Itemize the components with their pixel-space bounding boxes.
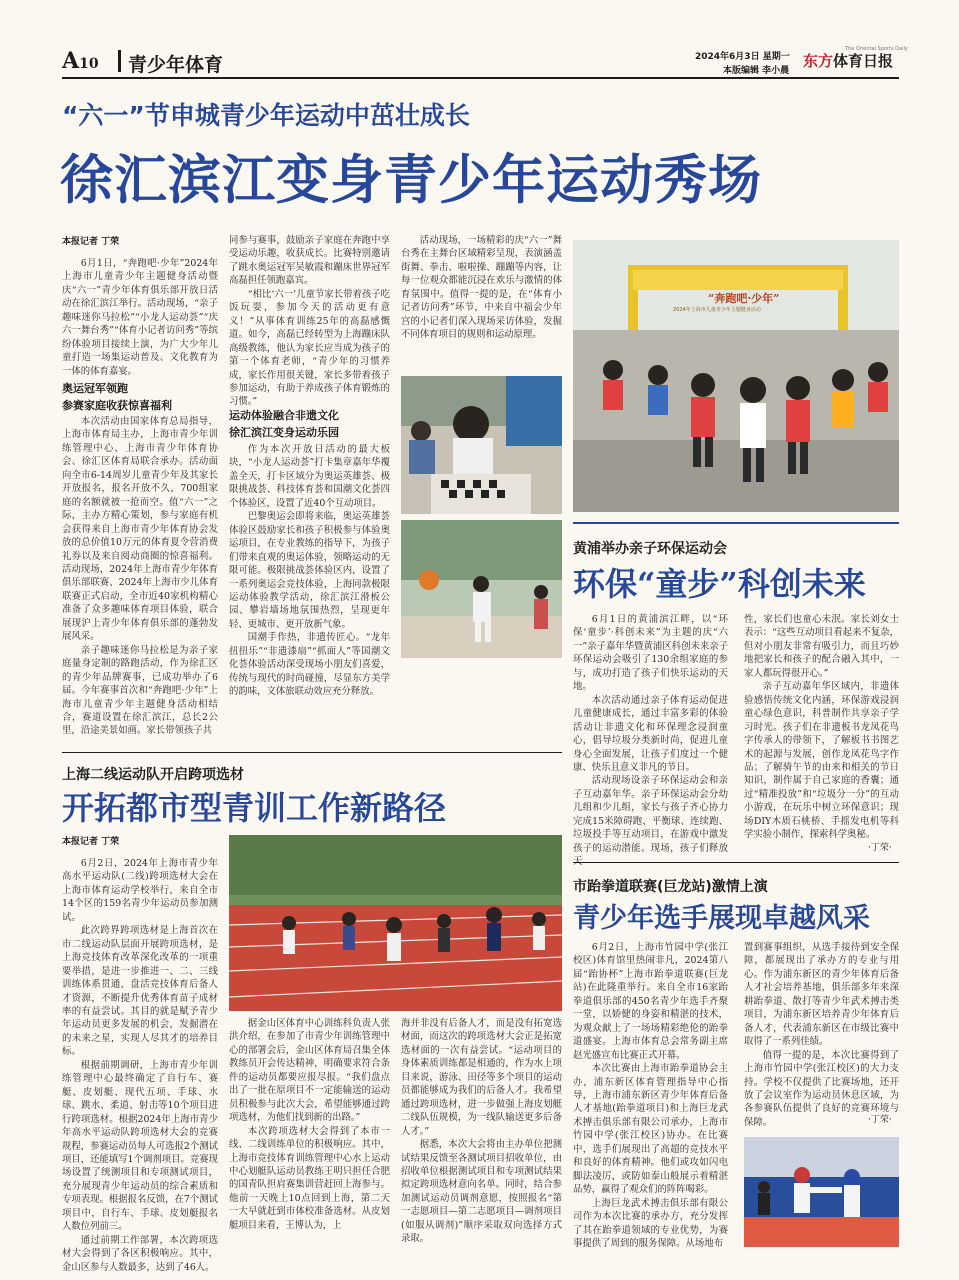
lead-headline: 徐汇滨江变身青少年运动秀场 (60, 149, 762, 211)
huangpu-column-2: 性，家长们也童心未泯。家长刘女士表示：“这些互动项目看起来不复杂，但对小朋友非常有吸引力，而且巧妙地把家长和孩子的配合融入其中，一家人都玩得很开心。” 亲子互动嘉年华区域内，非遗体验感悟传统文化内涵，环保游戏浸润童心绿色意识，科普制作共享亲子学习时光。孩子们在非遗板书龙凤花鸟字传承人的带领下，了解板书书图艺术的起源与发展，创作龙凤花鸟字作品；了解骑午节的由来和相关的节日知识，制作属于自己家庭的香囊；通过“精准投放”和“垃圾分一分”的互动小游戏，在玩乐中树立环保意识；现场DIY木质石桃桥、手摇发电机等科学实验小制作，探索科学奥秘。 (744, 614, 899, 841)
lead-subhead-2: 运动体验融合非遗文化 徐汇滨江变身运动乐园 (229, 409, 339, 439)
page-editor: 本版编辑 李小晨 (723, 66, 790, 76)
taekwondo-rule (573, 862, 899, 863)
erxian-rule (62, 752, 562, 753)
logo-english: The Oriental Sports Daily (845, 46, 908, 52)
lead-column-3: 活动现场，一场精彩的庆“六一”舞台秀在主舞台区域精彩呈现，表演涵盖街舞、拳击、啦啦操、蹦蹦等内容，让每一位观众都能沉浸在欢乐与激情的体育氛围中。值得一提的是，在“体育小记者访问秀”环节，中来自中福会少年宫的小记者们深入现场采访体验，发掘不同体育项目的规则和运动原理。 (401, 235, 562, 341)
lead-column-2b: 作为本次开放日活动的最大板块，“小龙人运动荟”打卡集章嘉年华覆盖全天，打卡区域分为奥运英雄荟、极限挑战荟、科技体育荟和国潮文化荟四个体验区，设置了近40个互动项目。 巴黎奥运会即将来临，奥运英雄荟体验区鼓励家长和孩子积极参与体验奥运项目，在专业教练的指导下，为孩子们带来直观的奥运体验，领略运动的无限可能。极限挑战荟体验区内，设置了一系列奥运会竞技体验，上海同款极限运动体验教学活动，徐汇滨江滑板公园、攀岩墙场地氛围热烈，呈现更年轻、更城市、更开放新气象。 国潮手作热，非遗传匠心。“龙年扭扭乐”“非遗漆扇”“抓面人”等国潮文化荟体验活动深受现场小朋友们喜爱，传统与现代的时尚碰撞，尽显东方美学的韵味，文体旅联动效应充分释放。 (229, 444, 390, 698)
erxian-column-1: 6月2日，2024年上海市青少年高水平运动队(二线)跨项选材大会在上海市体育运动学校举行，来自全市14个区的159名青少年运动员参加测试。 此次跨界跨项选材是上海首次在市二线运动队层面开展跨项选材，是上海竞技体育改革深化改革的一项重要举措，是进一步推进一、二、三线训练体系贯通，盘活竞技体育后备人才资源，不断提升优秀体育苗子成材率的有益尝试。其目的就是赋予青少年运动员更多发展的机会，发掘潜在的未来之星，实现人尽其才的培养目标。 根据前期调研，上海市青少年训练管理中心最终确定了自行车、赛艇、皮划艇、现代五项、手球、水球、跳水、柔道、射击等10个项目进行跨项选材。根据2024年上海市青少年高水平运动队跨项选材大会的竞赛规程，参赛运动员每人可选报2个测试项目，还能填写1个调剂项目。竞赛现场设置了统测项目和专项测试项目，充分展现青少年运动员的综合素质和专项表现。根据报名反馈，在7个测试项目中，自行车、手球、皮划艇报名人数位列前三。 通过前期工作部署，本次跨项选材大会得到了各区积极响应。其中，金山区参与人数最多，达到了46人。 (62, 858, 218, 1273)
taekwondo-photo (744, 1137, 899, 1247)
erxian-column-3: 海并非没有后备人才，而是没有拓宽选材面，而这次的跨项选材大会正是拓宽选材面的一次有益尝试。“运动项目的身体素质训练都是相通的，作为水上项目来说，游泳、田径等多个项目的运动员都能够成为我们的后备人才。我希望通过跨项选材，进一步做强上海皮划艇二线队伍规模，为一线队输送更多后备人才。” 据悉，本次大会将由主办单位把测试结果反馈至各测试项目招收单位，由招收单位根据测试项目和专项测试结果拟定跨项选材意向名单。同时，结合参加测试运动员调剂意愿，按照报名“第一志愿项目—第二志愿项目—调剂项目(如服从调剂)”顺序采取双向选择方式录取。 (401, 1018, 562, 1245)
erxian-column-2: 据金山区体育中心训练科负责人张洪介绍，在参加了市青少年训练管理中心的部署会后，金山区体育局召集全体教练员开会传达精神，明确要求符合条件的运动员都要应报尽报。“我们盘点出了一批在原项目不一定能输送的运动员积极参与此次大会，希望能够通过跨项选材，为他们找到新的出路。” 本次跨项选材大会得到了本市一线、二线训练单位的积极响应。其中，上海市竞技体育训练管理中心水上运动中心划艇队运动员教练王明只担任合肥的国青队担肩赛集训营赶回上海参与。他前一天晚上10点回到上海，第二天一大早就赶到市体校准备选材。从皮划艇项目来看，王博认为，上 (229, 1018, 390, 1231)
taekwondo-column-1: 6月2日，上海市竹园中学(张江校区)体育馆里热闹非凡，2024第八届“跆协杯”上海市跆拳道联赛(巨龙站)在此隆重举行。来自全市16家跆拳道俱乐部的450名青少年选手齐聚一堂，以娇健的身姿和精湛的技术，为观众献上了一场场精彩绝伦的跆拳道盛宴。上海市体育总会常务副主席赵光盛宣布比赛正式开幕。 本次比赛由上海市跆拳道协会主办，浦东新区体育管理指导中心指导，上海市浦东新区青少年体育后备人才基地(跆拳道项目)和上海巨龙武术搏击俱乐部有限公司承办，上海市竹园中学(张江校区)协办。在比赛中，选手们展现出了高超的竞技水平和良好的体育精神。他们或攻如闪电脚法凌厉，或防如泰山般展示着精湛品势，赢得了观众们的阵阵喝彩。 上海巨龙武术搏击俱乐部有限公司作为本次比赛的承办方，充分发挥了其在跆拳道领域的专业优势，为赛事提供了周到的服务保障。从场地布 (573, 942, 728, 1249)
lead-byline: 本报记者 丁荣 (62, 237, 120, 247)
banner-subtext: 2024年上海市儿童青少年主题健身活动 (673, 307, 761, 313)
newspaper-logo: 东方体育日报 (803, 52, 894, 70)
basketball-photo (401, 520, 562, 658)
lead-subhead-1: 奥运冠军领跑 参赛家庭收获惊喜福利 (62, 382, 172, 412)
taekwondo-headline: 青少年选手展现卓越风采 (573, 903, 870, 934)
huangpu-column-1: 6月1日的黄浦滨江畔，以“环保‘童步’·科创未来”为主题的庆“六一”亲子嘉年华暨黄浦区科创未来亲子环保运动会吸引了130余组家庭的参与，成功打造了孩子们快乐运动的天地。 本次活动通过亲子体育运动促进儿童健康成长，通过丰富多彩的体验活动让非遗文化和环保理念浸润童心，倡导垃圾分类新时尚，促进儿童身心全面发展，让孩子们度过一个健康、快乐且意义非凡的节日。 活动现场设亲子环保运动会和亲子互动嘉年华。亲子环保运动会分幼儿组和少儿组，家长与孩子齐心协力完成15米障碍跑、平衡球、连续跑、垃圾投手等互动项目，在游戏中激发孩子的运动潜能。现场，孩子们释放天 (573, 614, 728, 868)
erxian-headline: 开拓都市型青训工作新路径 (62, 789, 447, 827)
section-title: 青少年体育 (128, 54, 224, 76)
taekwondo-signoff: ·丁荣· (868, 1115, 892, 1125)
huangpu-kicker: 黄浦举办亲子环保运动会 (573, 541, 727, 557)
taekwondo-column-2: 置到赛事组织，从选手接待到安全保障，都展现出了承办方的专业与用心。作为浦东新区的青少年体育后备人才社会培养基地，俱乐部多年来深耕跆拳道、散打等青少年武术搏击类项目，为浦东新区培养青少年体育后备人才，代表浦东新区在市级比赛中取得了一系列佳绩。 值得一提的是，本次比赛得到了上海市竹园中学(张江校区)的大力支持。学校不仅提供了比赛场地，还开放了会议室作为运动员休息区域，为各参赛队伍提供了良好的竞赛环境与保障。 (744, 942, 899, 1128)
header-divider (118, 50, 121, 72)
header-rule (62, 77, 899, 79)
lead-column-1: 6月1日，“奔跑吧·少年”2024年上海市儿童青少年主题健身活动暨庆“六一”青少年体育俱乐部开放日活动在徐汇滨江举行。活动现场，“亲子趣味迷你马拉松”“小龙人运动荟”“庆六一舞台秀”“体育小记者访问秀”等缤纷体验项目接续上演，为广大少年儿童打造一场集运动普及、文化教育为一体的体育嘉宴。 (62, 258, 218, 377)
huangpu-headline: 环保“童步”科创未来 (573, 565, 866, 603)
chess-photo (401, 376, 562, 514)
mini-marathon-photo (573, 240, 899, 512)
banner-text: “奔跑吧·少年” (708, 292, 780, 305)
lead-column-1b: 本次活动由国家体育总局指导，上海市体育局主办，上海市青少年训练管理中心、上海市青少年体育协会、徐汇区体育局联合承办。活动面向全市6-14周岁儿童青少年及其家长开放报名，报名开放不久，700组家庭的名额就被一抢而空。值“六一”之际，主办方精心策划，参与家庭有机会获得来自上海市青少年体育协会发放的总价值10万元的体育夏令营消费礼券以及来自阅动商圈的惊喜福利。活动现场，2024年上海市青少年体育俱乐部联赛、2024年上海市少儿体育联赛正式启动，全市近40家机构精心准备了众多趣味体育项目体验，联合展现沪上青少年体育俱乐部的蓬勃发展风采。 亲子趣味迷你马拉松是为亲子家庭量身定制的路跑活动，作为徐汇区的青少年品牌赛事，已成功举办了6届。今年赛事首次和“奔跑吧·少年”上海市儿童青少年主题健身活动相结合，赛道设置在徐汇滨江，总长2公里，沿途美景如画。家长带领孩子共 (62, 416, 218, 737)
issue-date: 2024年6月3日 星期一 (695, 52, 790, 62)
taekwondo-kicker: 市跆拳道联赛(巨龙站)激情上演 (573, 879, 768, 895)
huangpu-rule (573, 522, 899, 524)
page-number: A10 (62, 48, 99, 74)
lead-kicker: “六一”节申城青少年运动中茁壮成长 (62, 101, 470, 130)
lead-column-2: 同参与赛事，鼓励亲子家庭在奔跑中享受运动乐趣，收获成长。比赛特别邀请了跳水奥运冠军吴敏霞和蹦床世界冠军高磊担任领跑嘉宾。 “相比‘六一’儿童节家长带着孩子吃饭玩耍，参加今天的活动更有意义！”从事体育训练25年的高磊感慨道。如今，高磊已经转型为上海蹦床队高级教练，他认为家长应当成为孩子的第一个体育老师，“青少年的习惯养成，家长作用很关键，家长多带着孩子参加运动，有助于养成孩子体育锻炼的习惯。” (229, 235, 390, 408)
track-race-photo (229, 835, 562, 1011)
erxian-byline: 本报记者 丁荣 (62, 837, 120, 847)
erxian-kicker: 上海二线运动队开启跨项选材 (62, 767, 244, 783)
huangpu-signoff: ·丁荣· (868, 843, 892, 853)
